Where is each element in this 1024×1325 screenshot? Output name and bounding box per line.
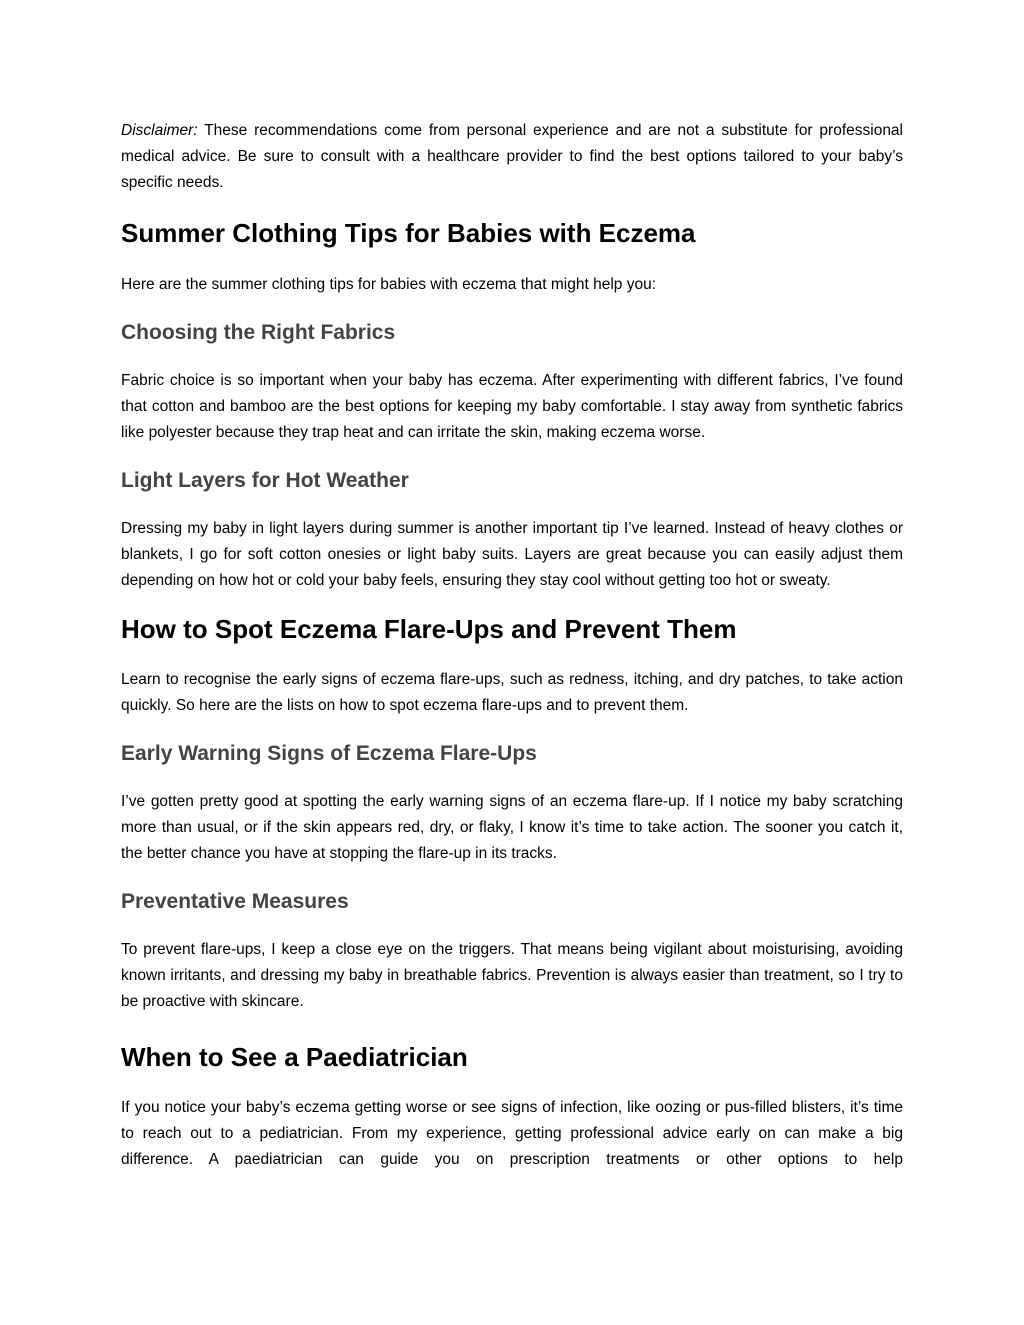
flare-intro-paragraph: Learn to recognise the early signs of eczema flare-ups, such as redness, itching, and dry patches, to take action quickly. So here are the lists on how to spot eczema flare-ups and to prevent them. <box>121 671 903 714</box>
document-page <box>121 118 903 1173</box>
heading-choosing-fabrics: Choosing the Right Fabrics <box>121 321 396 344</box>
heading-spot-flare-ups: How to Spot Eczema Flare-Ups and Prevent Them <box>121 614 737 644</box>
summer-intro-paragraph: Here are the summer clothing tips for babies with eczema that might help you: <box>121 276 657 293</box>
heading-preventative-measures: Preventative Measures <box>121 890 349 913</box>
disclaimer-text: These recommendations come from personal experience and are not a substitute for professional medical advice. Be sure to consult with a healthcare provider to find the best options tailored to your baby’s specific needs. <box>121 122 903 191</box>
warning-signs-paragraph: I’ve gotten pretty good at spotting the early warning signs of an eczema flare-up. If I notice my baby scratching more than usual, or if the skin appears red, dry, or flaky, I know it’s time to take action. The sooner you catch it, the better chance you have at stopping the flare-up in its tracks. <box>121 793 903 862</box>
layers-paragraph: Dressing my baby in light layers during summer is another important tip I’ve learned. Instead of heavy clothes or blankets, I go for soft cotton onesies or light baby suits. Layers are great because you can easily adjust them depending on how hot or cold your baby feels, ensuring they stay cool without getting too hot or sweaty. <box>121 520 903 589</box>
disclaimer-paragraph <box>121 118 903 196</box>
preventative-paragraph: To prevent flare-ups, I keep a close eye on the triggers. That means being vigilant about moisturising, avoiding known irritants, and dressing my baby in breathable fabrics. Prevention is always easier than treatment, so I try to be proactive with skincare. <box>121 941 903 1010</box>
disclaimer-label: Disclaimer: <box>121 122 198 139</box>
heading-light-layers: Light Layers for Hot Weather <box>121 469 409 492</box>
fabrics-paragraph: Fabric choice is so important when your baby has eczema. After experimenting with different fabrics, I’ve found that cotton and bamboo are the best options for keeping my baby comfortable. I stay away from synthetic fabrics like polyester because they trap heat and can irritate the skin, making eczema worse. <box>121 372 903 441</box>
heading-summer-clothing-tips: Summer Clothing Tips for Babies with Eczema <box>121 218 696 248</box>
paediatrician-paragraph: If you notice your baby’s eczema getting worse or see signs of infection, like oozing or pus-filled blisters, it’s time to reach out to a pediatrician. From my experience, getting professional advice early on can make a big difference. A paediatrician can guide you on prescription treatments or other options to help <box>121 1099 903 1168</box>
heading-early-warning-signs: Early Warning Signs of Eczema Flare-Ups <box>121 742 537 765</box>
heading-see-paediatrician: When to See a Paediatrician <box>121 1042 468 1072</box>
